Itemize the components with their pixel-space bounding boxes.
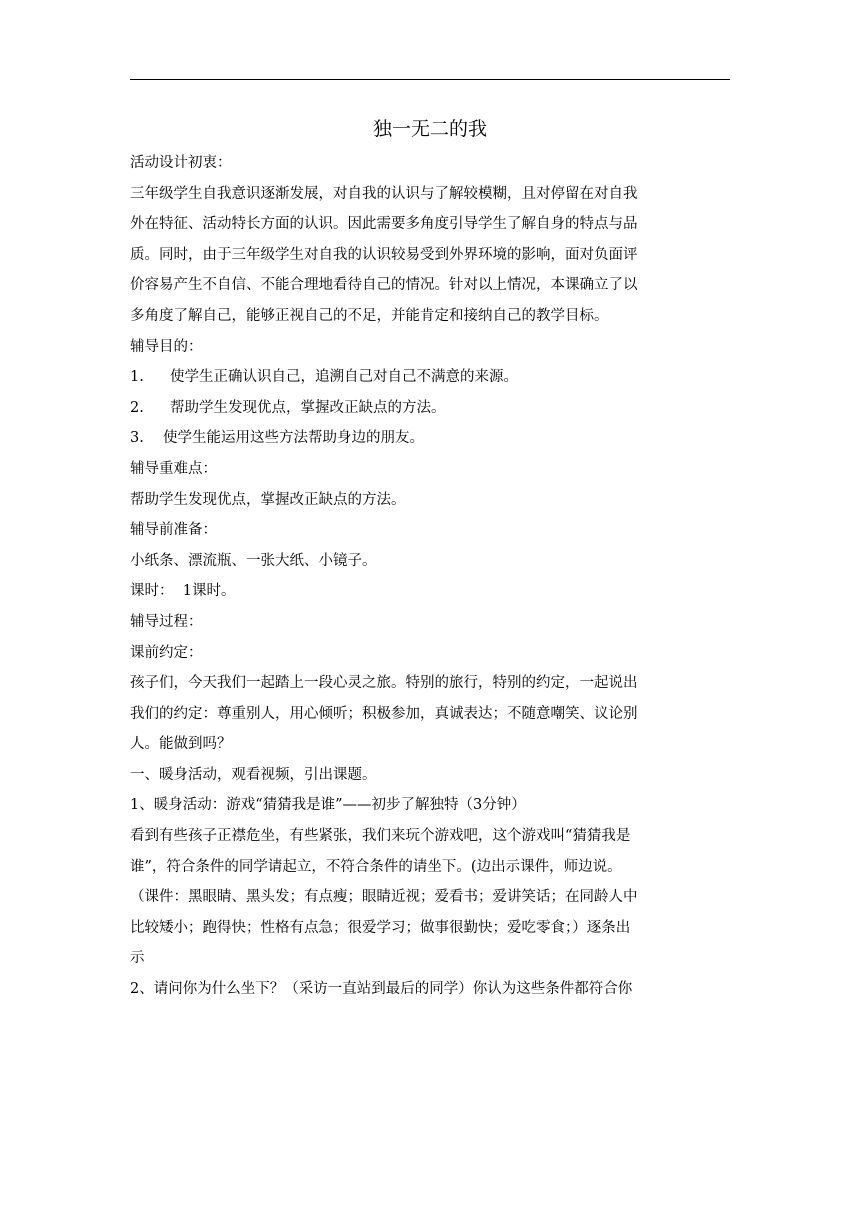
goal-number: 1.	[130, 369, 144, 386]
paragraph-line: 我们的约定：尊重别人，用心倾听；积极参加，真诚表达；不随意嘲笑、议论别	[130, 705, 638, 722]
step-1-paragraph	[130, 821, 730, 974]
paragraph-line: 人。能做到吗？	[130, 736, 232, 753]
pre-class-paragraph	[130, 668, 730, 760]
step-1-title: 1、暖身活动：游戏“猜猜我是谁”——初步了解独特（3分钟）	[130, 797, 526, 814]
paragraph-line: 三年级学生自我意识逐渐发展，对自我的认识与了解较模糊，且对停留在对自我	[130, 185, 638, 202]
goal-text: 帮助学生发现优点，掌握改正缺点的方法。	[170, 399, 446, 416]
goal-item	[130, 393, 730, 424]
header-rule	[130, 79, 730, 80]
document-body	[130, 148, 730, 1005]
design-intent-paragraph	[130, 179, 730, 332]
design-intent-heading: 活动设计初衷：	[130, 155, 232, 171]
paragraph-line: 价容易产生不自信、不能合理地看待自己的情况。针对以上情况，本课确立了以	[130, 277, 638, 294]
paragraph-line: 谁”，符合条件的同学请起立，不符合条件的请坐下。(边出示课件，师边说。	[130, 858, 622, 875]
goal-number: 2.	[130, 399, 144, 416]
goal-item	[130, 362, 730, 393]
paragraph-line: 多角度了解自己，能够正视自己的不足，并能肯定和接纳自己的教学目标。	[130, 307, 609, 324]
class-hours: 课时： 1课时。	[130, 583, 236, 600]
paragraph-line: 孩子们，今天我们一起踏上一段心灵之旅。特别的旅行，特别的约定，一起说出	[130, 675, 638, 692]
section-1-heading: 一、暖身活动，观看视频，引出课题。	[130, 766, 377, 783]
paragraph-line: （课件：黑眼睛、黑头发；有点瘦；眼睛近视；爱看书；爱讲笑话；在同龄人中	[130, 889, 638, 906]
paragraph-line: 看到有些孩子正襟危坐，有些紧张，我们来玩个游戏吧，这个游戏叫“猜猜我是	[130, 828, 631, 845]
paragraph-line: 示	[130, 950, 145, 967]
key-points-text: 帮助学生发现优点，掌握改正缺点的方法。	[130, 491, 406, 508]
paragraph-line: 比较矮小；跑得快；性格有点急；很爱学习；做事很勤快；爱吃零食；）逐条出	[130, 919, 631, 936]
goal-text: 使学生正确认识自己，追溯自己对自己不满意的来源。	[170, 369, 518, 386]
goals-heading: 辅导目的：	[130, 338, 203, 355]
preparation-text: 小纸条、漂流瓶、一张大纸、小镜子。	[130, 552, 377, 569]
goal-item	[130, 423, 730, 454]
goal-number: 3.	[130, 430, 144, 447]
key-points-heading: 辅导重难点：	[130, 460, 217, 477]
pre-class-heading: 课前约定：	[130, 644, 203, 661]
document-title: 独一无二的我	[372, 118, 487, 140]
goal-text: 使学生能运用这些方法帮助身边的朋友。	[163, 430, 424, 447]
preparation-heading: 辅导前准备：	[130, 522, 217, 539]
process-heading: 辅导过程：	[130, 613, 203, 630]
paragraph-line: 外在特征、活动特长方面的认识。因此需要多角度引导学生了解自身的特点与品	[130, 216, 638, 233]
paragraph-line: 质。同时，由于三年级学生对自我的认识较易受到外界环境的影响，面对负面评	[130, 246, 638, 263]
step-2-line: 2、请问你为什么坐下？（采访一直站到最后的同学）你认为这些条件都符合你	[130, 981, 633, 998]
